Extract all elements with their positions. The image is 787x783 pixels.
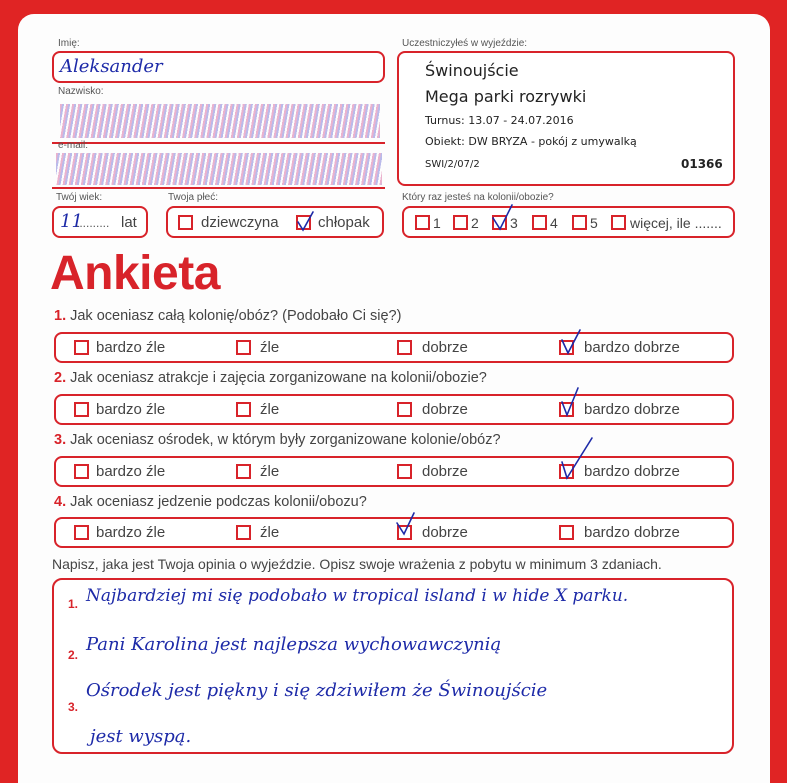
name-label: Imię: bbox=[58, 38, 80, 49]
trip-city: Świnoujście bbox=[425, 61, 519, 80]
opinion-line-2: Pani Karolina jest najlepsza wychowawczynią bbox=[86, 634, 502, 655]
opinion-prompt: Napisz, jaka jest Twoja opinia o wyjeździe. Opisz swoje wrażenia z pobytu w minimum 3 zdaniach. bbox=[52, 556, 662, 572]
trip-number: 01366 bbox=[681, 157, 723, 171]
gender-label: Twoja płeć: bbox=[168, 192, 219, 203]
q2-option-very-good: bardzo dobrze bbox=[584, 401, 680, 418]
age-label: Twój wiek: bbox=[56, 192, 103, 203]
email-label: e-mail: bbox=[58, 140, 89, 151]
q4-option-good: dobrze bbox=[422, 524, 468, 541]
trip-turnus: Turnus: 13.07 - 24.07.2016 bbox=[425, 114, 574, 127]
question-2-number: 2. bbox=[54, 370, 67, 386]
q3-option-bad: źle bbox=[260, 463, 280, 480]
q3-option-very-good: bardzo dobrze bbox=[584, 463, 680, 480]
times-option-4: 4 bbox=[550, 215, 558, 231]
age-unit: lat bbox=[121, 214, 137, 231]
question-2-text: Jak oceniasz atrakcje i zajęcia zorganizowane na kolonii/obozie? bbox=[66, 370, 487, 386]
check-mark-male bbox=[298, 212, 313, 230]
check-mark-times-3 bbox=[493, 205, 512, 229]
q2-option-very-bad: bardzo źle bbox=[96, 401, 166, 418]
option-female: dziewczyna bbox=[201, 214, 279, 231]
check-mark-q1 bbox=[562, 330, 580, 353]
question-3-number: 3. bbox=[54, 432, 67, 448]
q1-option-very-good: bardzo dobrze bbox=[584, 339, 680, 356]
question-1-number: 1. bbox=[54, 308, 67, 324]
opinion-line-number-1: 1. bbox=[68, 597, 79, 611]
q1-option-bad: źle bbox=[260, 339, 280, 356]
trip-label: Uczestniczyłeś w wyjeździe: bbox=[402, 38, 528, 49]
trip-name: Mega parki rozrywki bbox=[425, 87, 587, 106]
age-dots: .......... bbox=[76, 216, 110, 230]
surname-label: Nazwisko: bbox=[58, 86, 104, 97]
question-3-text: Jak oceniasz ośrodek, w którym były zorganizowane kolonie/obóz? bbox=[66, 432, 501, 448]
opinion-line-1: Najbardziej mi się podobało w tropical island i w hide X parku. bbox=[86, 586, 629, 606]
check-mark-q3 bbox=[562, 438, 592, 478]
check-mark-q2 bbox=[562, 388, 578, 415]
q4-option-very-bad: bardzo źle bbox=[96, 524, 166, 541]
trip-code: SWI/2/07/2 bbox=[425, 159, 480, 170]
times-label: Który raz jesteś na kolonii/obozie? bbox=[402, 192, 554, 203]
q2-option-good: dobrze bbox=[422, 401, 468, 418]
q4-option-very-good: bardzo dobrze bbox=[584, 524, 680, 541]
q4-option-bad: źle bbox=[260, 524, 280, 541]
question-4-text: Jak oceniasz jedzenie podczas kolonii/obozu? bbox=[66, 494, 367, 510]
times-option-1: 1 bbox=[433, 215, 441, 231]
times-option-2: 2 bbox=[471, 215, 479, 231]
opinion-line-number-2: 2. bbox=[68, 648, 79, 662]
opinion-line-4: jest wyspą. bbox=[90, 726, 192, 747]
name-value: Aleksander bbox=[60, 56, 163, 77]
opinion-line-number-3: 3. bbox=[68, 700, 79, 714]
trip-obiekt: Obiekt: DW BRYZA - pokój z umywalką bbox=[425, 135, 637, 148]
question-4-number: 4. bbox=[54, 494, 67, 510]
q2-option-bad: źle bbox=[260, 401, 280, 418]
survey-title: Ankieta bbox=[50, 247, 220, 300]
times-option-more: więcej, ile ....... bbox=[630, 215, 722, 231]
check-mark-q4 bbox=[397, 513, 414, 534]
times-option-3: 3 bbox=[510, 215, 518, 231]
age-value: 11 bbox=[60, 211, 83, 232]
opinion-line-3: Ośrodek jest piękny i się zdziwiłem że Świnoujście bbox=[86, 680, 548, 701]
q1-option-good: dobrze bbox=[422, 339, 468, 356]
q3-option-very-bad: bardzo źle bbox=[96, 463, 166, 480]
times-option-5: 5 bbox=[590, 215, 598, 231]
q1-option-very-bad: bardzo źle bbox=[96, 339, 166, 356]
q3-option-good: dobrze bbox=[422, 463, 468, 480]
option-male: chłopak bbox=[318, 214, 370, 231]
question-1-text: Jak oceniasz całą kolonię/obóz? (Podobało Ci się?) bbox=[66, 308, 402, 324]
